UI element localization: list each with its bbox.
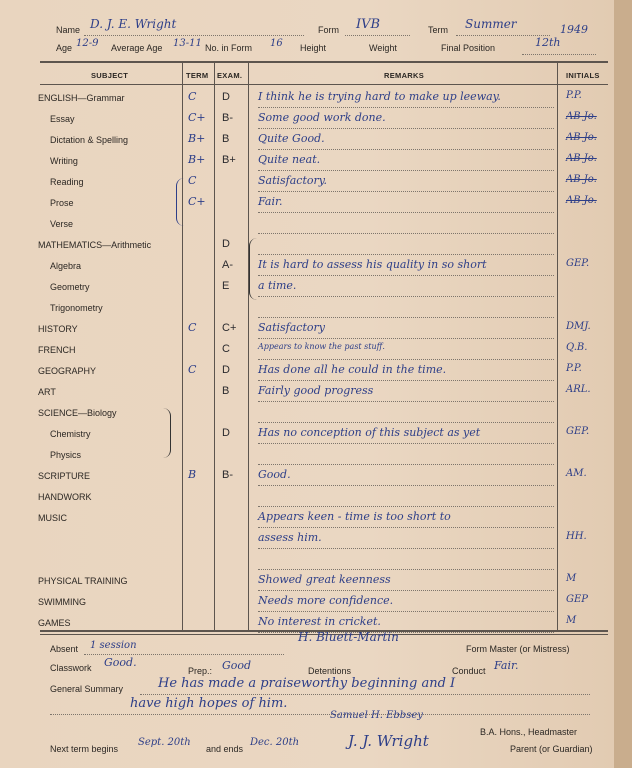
summary-line-1: He has made a praiseworthy beginning and I [158, 676, 456, 691]
exam-grade-cell: D [222, 91, 230, 103]
name-value: D. J. E. Wright [90, 17, 177, 31]
initials-cell: AB Jo. [566, 111, 597, 122]
remark-cell: Appears keen - time is too short to [258, 510, 451, 523]
year-value: 1949 [560, 23, 588, 36]
remark-rule [258, 296, 554, 297]
subject-cell: Physics [50, 450, 82, 460]
remark-rule [258, 254, 554, 255]
subject-cell: Trigonometry [50, 303, 103, 313]
remark-cell: Satisfactory. [258, 174, 328, 187]
term-grade-cell: C+ [188, 195, 206, 208]
term-grade-cell: C [188, 90, 197, 103]
term-grade-cell: C [188, 174, 197, 187]
initials-cell: Q.B. [566, 342, 588, 353]
remark-rule [258, 422, 554, 423]
average-age-value: 13-11 [173, 38, 202, 49]
subject-cell: HANDWORK [38, 492, 92, 502]
initials-cell: AB Jo. [566, 132, 597, 143]
remark-rule [258, 107, 554, 108]
remark-cell: Good. [258, 468, 291, 481]
subject-cell: Prose [50, 198, 74, 208]
exam-grade-cell: C+ [222, 322, 237, 334]
remark-cell: It is hard to assess his quality in so short [258, 258, 487, 271]
subject-cell: Essay [50, 114, 75, 124]
term-grade-cell: B+ [188, 132, 206, 145]
remark-rule [258, 170, 554, 171]
initials-cell: DMJ. [566, 321, 591, 332]
weight-label: Weight [369, 43, 397, 53]
remark-cell: Showed great keenness [258, 573, 391, 586]
remark-rule [258, 443, 554, 444]
term-grade-cell: C [188, 321, 197, 334]
subject-cell: SWIMMING [38, 597, 86, 607]
subject-cell: GEOGRAPHY [38, 366, 97, 376]
next-term-value: Sept. 20th [138, 737, 191, 748]
initials-column-header: INITIALS [566, 71, 600, 80]
remark-cell: Has no conception of this subject as yet [258, 426, 481, 439]
remark-cell: assess him. [258, 531, 322, 544]
subject-cell: FRENCH [38, 345, 76, 355]
remark-rule [258, 212, 554, 213]
classwork-label: Classwork [50, 663, 92, 673]
no-in-form-value: 16 [270, 38, 283, 49]
remark-cell: Fair. [258, 195, 283, 208]
detentions-label: Detentions [308, 666, 352, 676]
absent-label: Absent [50, 644, 79, 654]
exam-grade-cell: D [222, 427, 230, 439]
exam-grade-cell: B- [222, 112, 233, 124]
remark-rule [258, 233, 554, 234]
remarks-column-header: REMARKS [384, 71, 425, 80]
absent-value: 1 session [90, 640, 137, 651]
exam-grade-cell: B [222, 133, 230, 145]
next-term-label: Next term begins [50, 744, 119, 754]
subject-cell: MATHEMATICS—Arithmetic [38, 240, 152, 250]
conduct-value: Fair. [494, 659, 519, 672]
initials-cell: P.P. [566, 90, 582, 101]
subject-cell: Writing [50, 156, 78, 166]
final-position-label: Final Position [441, 43, 496, 53]
initials-cell: AB Jo. [566, 153, 597, 164]
remark-cell: Appears to know the past stuff. [258, 342, 385, 351]
summary-line-2: have high hopes of him. [130, 696, 288, 711]
general-summary-label: General Summary [50, 684, 124, 694]
initials-cell: AB Jo. [566, 174, 597, 185]
term-value: Summer [465, 17, 517, 31]
subject-cell: Dictation & Spelling [50, 135, 129, 145]
remark-cell: Has done all he could in the time. [258, 363, 447, 376]
remark-cell: I think he is trying hard to make up leeway. [258, 90, 501, 103]
form-master-signature: H. Bluett-Martin [298, 630, 399, 644]
ends-label: and ends [206, 744, 244, 754]
parent-label: Parent (or Guardian) [510, 744, 593, 754]
subject-cell: ENGLISH—Grammar [38, 93, 125, 103]
remark-rule [258, 317, 554, 318]
initials-cell: HH. [566, 531, 587, 542]
exam-grade-cell: B [222, 385, 230, 397]
subject-cell: SCIENCE—Biology [38, 408, 117, 418]
initials-cell: ARL. [566, 384, 591, 395]
initials-cell: GEP. [566, 426, 590, 437]
classwork-value: Good. [104, 656, 137, 669]
no-in-form-label: No. in Form [205, 43, 253, 53]
subject-column-header: SUBJECT [91, 71, 129, 80]
mathematics-remark-brace [249, 238, 258, 300]
english-term-brace [176, 178, 184, 226]
form-label: Form [318, 25, 339, 35]
subject-cell: Geometry [50, 282, 90, 292]
subject-cell: SCRIPTURE [38, 471, 91, 481]
average-age-label: Average Age [111, 43, 163, 53]
initials-cell: GEP [566, 594, 589, 605]
subject-cell: Reading [50, 177, 84, 187]
remark-cell: Some good work done. [258, 111, 386, 124]
initials-cell: M [566, 615, 577, 626]
parent-signature: J. J. Wright [348, 732, 429, 750]
term-label: Term [428, 25, 448, 35]
page-edge [614, 0, 632, 768]
ends-value: Dec. 20th [250, 737, 300, 748]
form-value: IVB [356, 17, 381, 32]
height-label: Height [300, 43, 327, 53]
exam-column-header: EXAM. [217, 71, 243, 80]
initials-cell: AB Jo. [566, 195, 597, 206]
science-brace [160, 408, 171, 458]
age-label: Age [56, 43, 73, 53]
remark-rule [258, 128, 554, 129]
term-grade-cell: C+ [188, 111, 206, 124]
exam-grade-cell: C [222, 343, 230, 355]
remark-cell: Fairly good progress [258, 384, 374, 397]
remark-rule [258, 275, 554, 276]
subject-cell: Algebra [50, 261, 82, 271]
remark-rule [258, 149, 554, 150]
subject-cell: PHYSICAL TRAINING [38, 576, 128, 586]
remark-rule [258, 527, 554, 528]
term-grade-cell: C [188, 363, 197, 376]
subject-cell: Chemistry [50, 429, 91, 439]
subject-cell: ART [38, 387, 56, 397]
remark-rule [258, 569, 554, 570]
remark-rule [258, 464, 554, 465]
exam-grade-cell: A- [222, 259, 233, 271]
headmaster-signature: Samuel H. Ebbsey [330, 710, 423, 721]
prep-value: Good [222, 659, 252, 672]
term-grade-cell: B [188, 468, 197, 481]
remark-rule [258, 611, 554, 612]
remark-rule [258, 506, 554, 507]
initials-cell: P.P. [566, 363, 582, 374]
headmaster-label: B.A. Hons., Headmaster [480, 727, 578, 737]
remark-rule [258, 359, 554, 360]
subject-cell: MUSIC [38, 513, 67, 523]
conduct-label: Conduct [452, 666, 486, 676]
remark-rule [258, 338, 554, 339]
exam-grade-cell: B- [222, 469, 233, 481]
initials-cell: GEP. [566, 258, 590, 269]
remark-rule [258, 590, 554, 591]
remark-rule [258, 401, 554, 402]
subject-cell: Verse [50, 219, 74, 229]
term-column-header: TERM [186, 71, 209, 80]
remark-cell: Quite neat. [258, 153, 321, 166]
remark-cell: Satisfactory [258, 321, 325, 334]
remark-rule [258, 548, 554, 549]
term-grade-cell: B+ [188, 153, 206, 166]
remark-rule [258, 380, 554, 381]
name-label: Name [56, 25, 81, 35]
remark-cell: a time. [258, 279, 297, 292]
remark-cell: Quite Good. [258, 132, 325, 145]
initials-cell: M [566, 573, 577, 584]
subject-cell: HISTORY [38, 324, 78, 334]
exam-grade-cell: E [222, 280, 230, 292]
exam-grade-cell: D [222, 238, 230, 250]
prep-label: Prep.: [188, 666, 213, 676]
initials-cell: AM. [566, 468, 587, 479]
remark-cell: No interest in cricket. [258, 615, 381, 628]
form-master-label: Form Master (or Mistress) [466, 644, 570, 654]
exam-grade-cell: B+ [222, 154, 236, 166]
final-position-value: 12th [535, 36, 561, 49]
subject-cell: GAMES [38, 618, 71, 628]
remark-cell: Needs more confidence. [258, 594, 394, 607]
exam-grade-cell: D [222, 364, 230, 376]
remark-rule [258, 191, 554, 192]
remark-rule [258, 485, 554, 486]
age-value: 12-9 [76, 38, 99, 49]
